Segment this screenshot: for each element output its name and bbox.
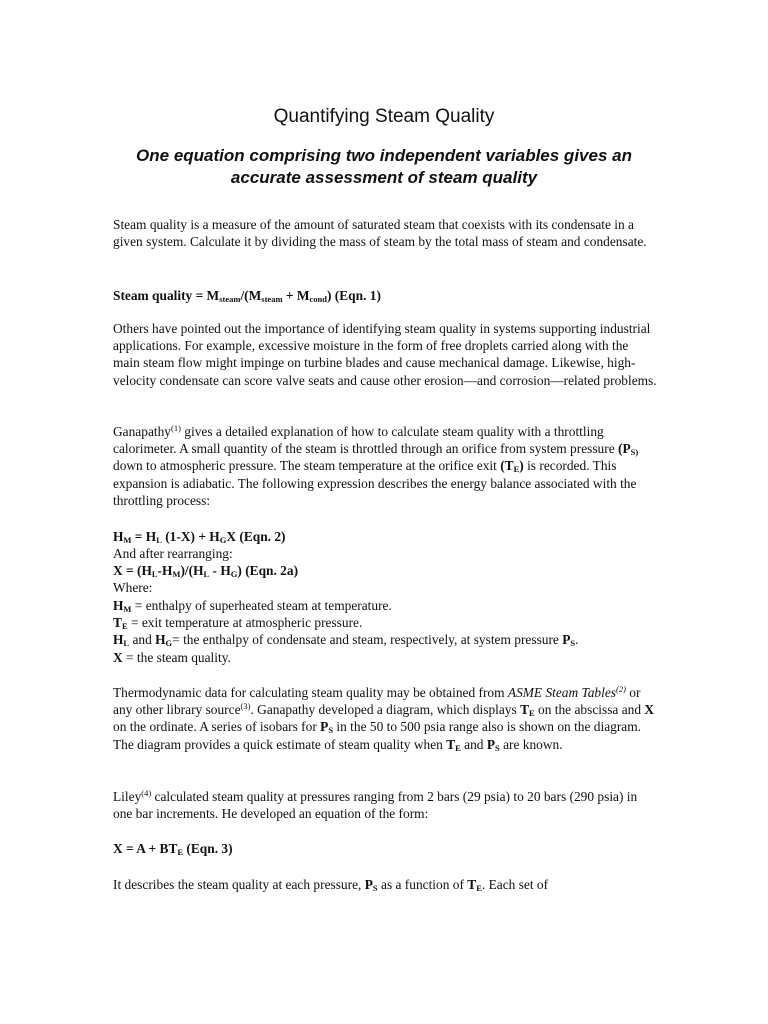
rearranging-text: And after rearranging: [113, 546, 233, 561]
definition-te: $T_E$ = exit temperature at atmospheric pressure. [113, 615, 363, 631]
paragraph-steam-quality-pressure: It describes the steam quality at each pressure, $P_S$ as a function of $T_E$. Each set of [113, 877, 549, 893]
definition-x: X = the steam quality. [113, 650, 231, 665]
where-label: Where: [113, 580, 153, 595]
page-subtitle: One equation comprising two independent variables gives an accurate assessment of steam quality [136, 146, 632, 187]
paragraph-ganapathy: Ganapathy$^{(1)}$ gives a detailed explanation of how to calculate steam quality with a throttling calorimeter. A small quantity of the steam is throttled through an orifice from system pressure ($P_{S)}$ down to atmospheric pressure. The steam temperature at the orifice exit $(T_E)$ is recorded. This expansion is adiabatic. The following expression describes the energy balance associated with the throttling process: [113, 423, 639, 508]
page-title: Quantifying Steam Quality [273, 106, 495, 127]
equation-3: $X = A + BT_E$ (Eqn. 3) [113, 841, 233, 857]
paragraph-intro: Steam quality is a measure of the amount of saturated steam that coexists with its condensate in a given system. Calculate it by dividing the mass of steam by the total mass of steam and condensate. [113, 217, 647, 250]
paragraph-importance: Others have pointed out the importance of identifying steam quality in systems supporting industrial applications. For example, excessive moisture in the form of free droplets carried along with the main steam flow might impinge on turbine blades and cause mechanical damage. Likewise, high-velocity condensate can score valve seats and cause other erosion—and corrosion—related problems. [113, 321, 657, 388]
definition-hl-hg: $H_L$ and $H_G=$ the enthalpy of condensate and steam, respectively, at system pressure $P_S$. [113, 632, 579, 648]
equation-2a: $X = (H_L-H_M)/(H_L - H_G)$ (Eqn. 2a) [113, 563, 299, 579]
definition-hm: $H_M$ = enthalpy of superheated steam at temperature. [113, 598, 392, 614]
equation-2: $H_M = H_L$ $(1-X) + H_GX$ (Eqn. 2) [113, 529, 286, 545]
equation-1: Steam quality = $M_{steam}/(M_{steam} + M_{cond})$ (Eqn. 1) [113, 288, 381, 304]
paragraph-thermo-data: Thermodynamic data for calculating steam quality may be obtained from ASME Steam Tables$^{(2)}$ or any other library source$^{(3)}$. Ganapathy developed a diagram, which displays $T_E$ on the abscissa and X on the ordinate. A series of isobars for $P_S$ in the 50 to 500 psia range also is shown on the diagram. The diagram provides a quick estimate of steam quality when $T_E$ and $P_S$ are known. [113, 684, 655, 753]
paragraph-liley: Liley$^{(4)}$ calculated steam quality at pressures ranging from 2 bars (29 psia) to 20 bars (290 psia) in one bar increments. He developed an equation of the form: [113, 788, 638, 822]
